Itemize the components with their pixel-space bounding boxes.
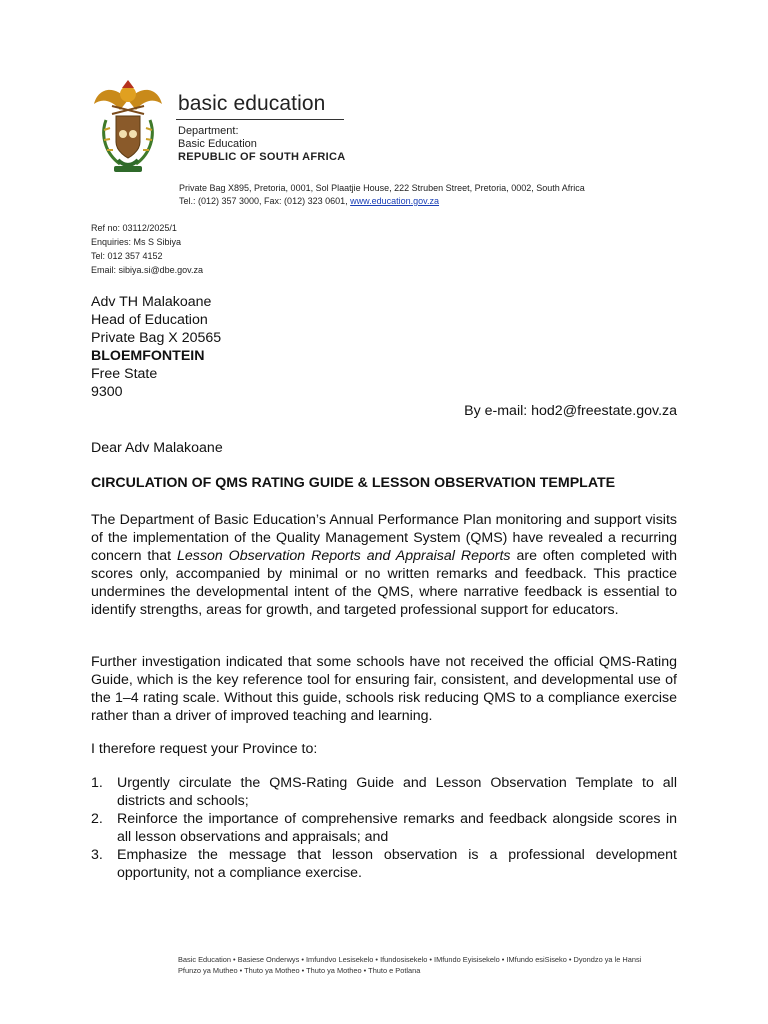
- request-list: [91, 774, 677, 882]
- list-number: 2.: [91, 811, 103, 827]
- enquiries: Enquiries: Ms S Sibiya: [91, 237, 182, 247]
- recipient-name: Adv TH Malakoane: [91, 294, 212, 310]
- country-name: REPUBLIC OF SOUTH AFRICA: [178, 151, 346, 163]
- paragraph-1-italic: Lesson Observation Reports and Appraisal Reports: [177, 548, 511, 564]
- tel-fax: Tel.: (012) 357 3000, Fax: (012) 323 0601,: [179, 196, 351, 206]
- list-item: [91, 846, 677, 882]
- paragraph-2-text: Further investigation indicated that some schools have not received the official QMS-Rating Guide, which is the key reference tool for ensuring fair, consistent, and developmental use of the 1–4 rating scale. Without this guide, schools risk reducing QMS to a compliance exercise rather than a driver of improved teaching and learning.: [91, 654, 677, 724]
- ref-number: Ref no: 03112/2025/1: [91, 223, 177, 233]
- footer-line-2: Pfunzo ya Mutheo • Thuto ya Motheo • Thuto ya Motheo • Thuto e Potlana: [178, 966, 421, 975]
- postal-address: Private Bag X895, Pretoria, 0001, Sol Plaatjie House, 222 Struben Street, Pretoria, 0002, South Africa: [179, 183, 585, 193]
- list-number: 3.: [91, 847, 103, 863]
- recipient-postal-code: 9300: [91, 384, 123, 400]
- enquiries-tel: Tel: 012 357 4152: [91, 251, 163, 261]
- by-email-line: By e-mail: hod2@freestate.gov.za: [464, 403, 677, 419]
- paragraph-1-text-b: are often completed with scores only, accompanied by minimal or no written remarks and feedback. This practice undermines the developmental intent of the QMS, where narrative feedback is essential to identify strengths, areas for growth, and targeted professional support for educators.: [91, 548, 677, 618]
- letter-subject: CIRCULATION OF QMS RATING GUIDE & LESSON OBSERVATION TEMPLATE: [91, 475, 616, 491]
- paragraph-1-text-a: The Department of Basic Education’s Annual Performance Plan monitoring and support visits of the implementation of the Quality Management System (QMS) have revealed a recurring concern that: [91, 512, 677, 564]
- list-text: Urgently circulate the QMS-Rating Guide and Lesson Observation Template to all districts and schools;: [117, 775, 677, 809]
- salutation: Dear Adv Malakoane: [91, 440, 223, 456]
- recipient-province: Free State: [91, 366, 158, 382]
- enquiries-email: Email: sibiya.si@dbe.gov.za: [91, 265, 204, 275]
- list-item: [91, 810, 677, 846]
- coat-of-arms-logo: [92, 80, 164, 176]
- list-number: 1.: [91, 775, 103, 791]
- footer-line-1: Basic Education • Basiese Onderwys • Imfundvo Lesisekelo • Ifundosisekelo • IMfundo Eyisisekelo • IMfundo esiSiseko • Dyondzo ya le Hansi: [178, 955, 642, 964]
- list-text: Emphasize the message that lesson observation is a professional development opportunity, not a compliance exercise.: [117, 847, 677, 881]
- recipient-city: BLOEMFONTEIN: [91, 348, 205, 364]
- list-item: [91, 774, 677, 810]
- paragraph-3: [91, 740, 677, 758]
- recipient-address: Private Bag X 20565: [91, 330, 222, 346]
- department-label: Department:: [178, 125, 239, 137]
- paragraph-3-text: I therefore request your Province to:: [91, 741, 318, 757]
- recipient-title: Head of Education: [91, 312, 208, 328]
- department-name: Basic Education: [178, 138, 257, 150]
- paragraph-1: [91, 511, 677, 619]
- list-text: Reinforce the importance of comprehensive remarks and feedback alongside scores in all lesson observations and appraisals; and: [117, 811, 677, 845]
- website-link[interactable]: www.education.gov.za: [350, 196, 440, 206]
- contact-line: [179, 196, 439, 206]
- paragraph-2: [91, 653, 677, 725]
- brand-divider: [176, 119, 344, 120]
- brand-name: basic education: [178, 92, 326, 115]
